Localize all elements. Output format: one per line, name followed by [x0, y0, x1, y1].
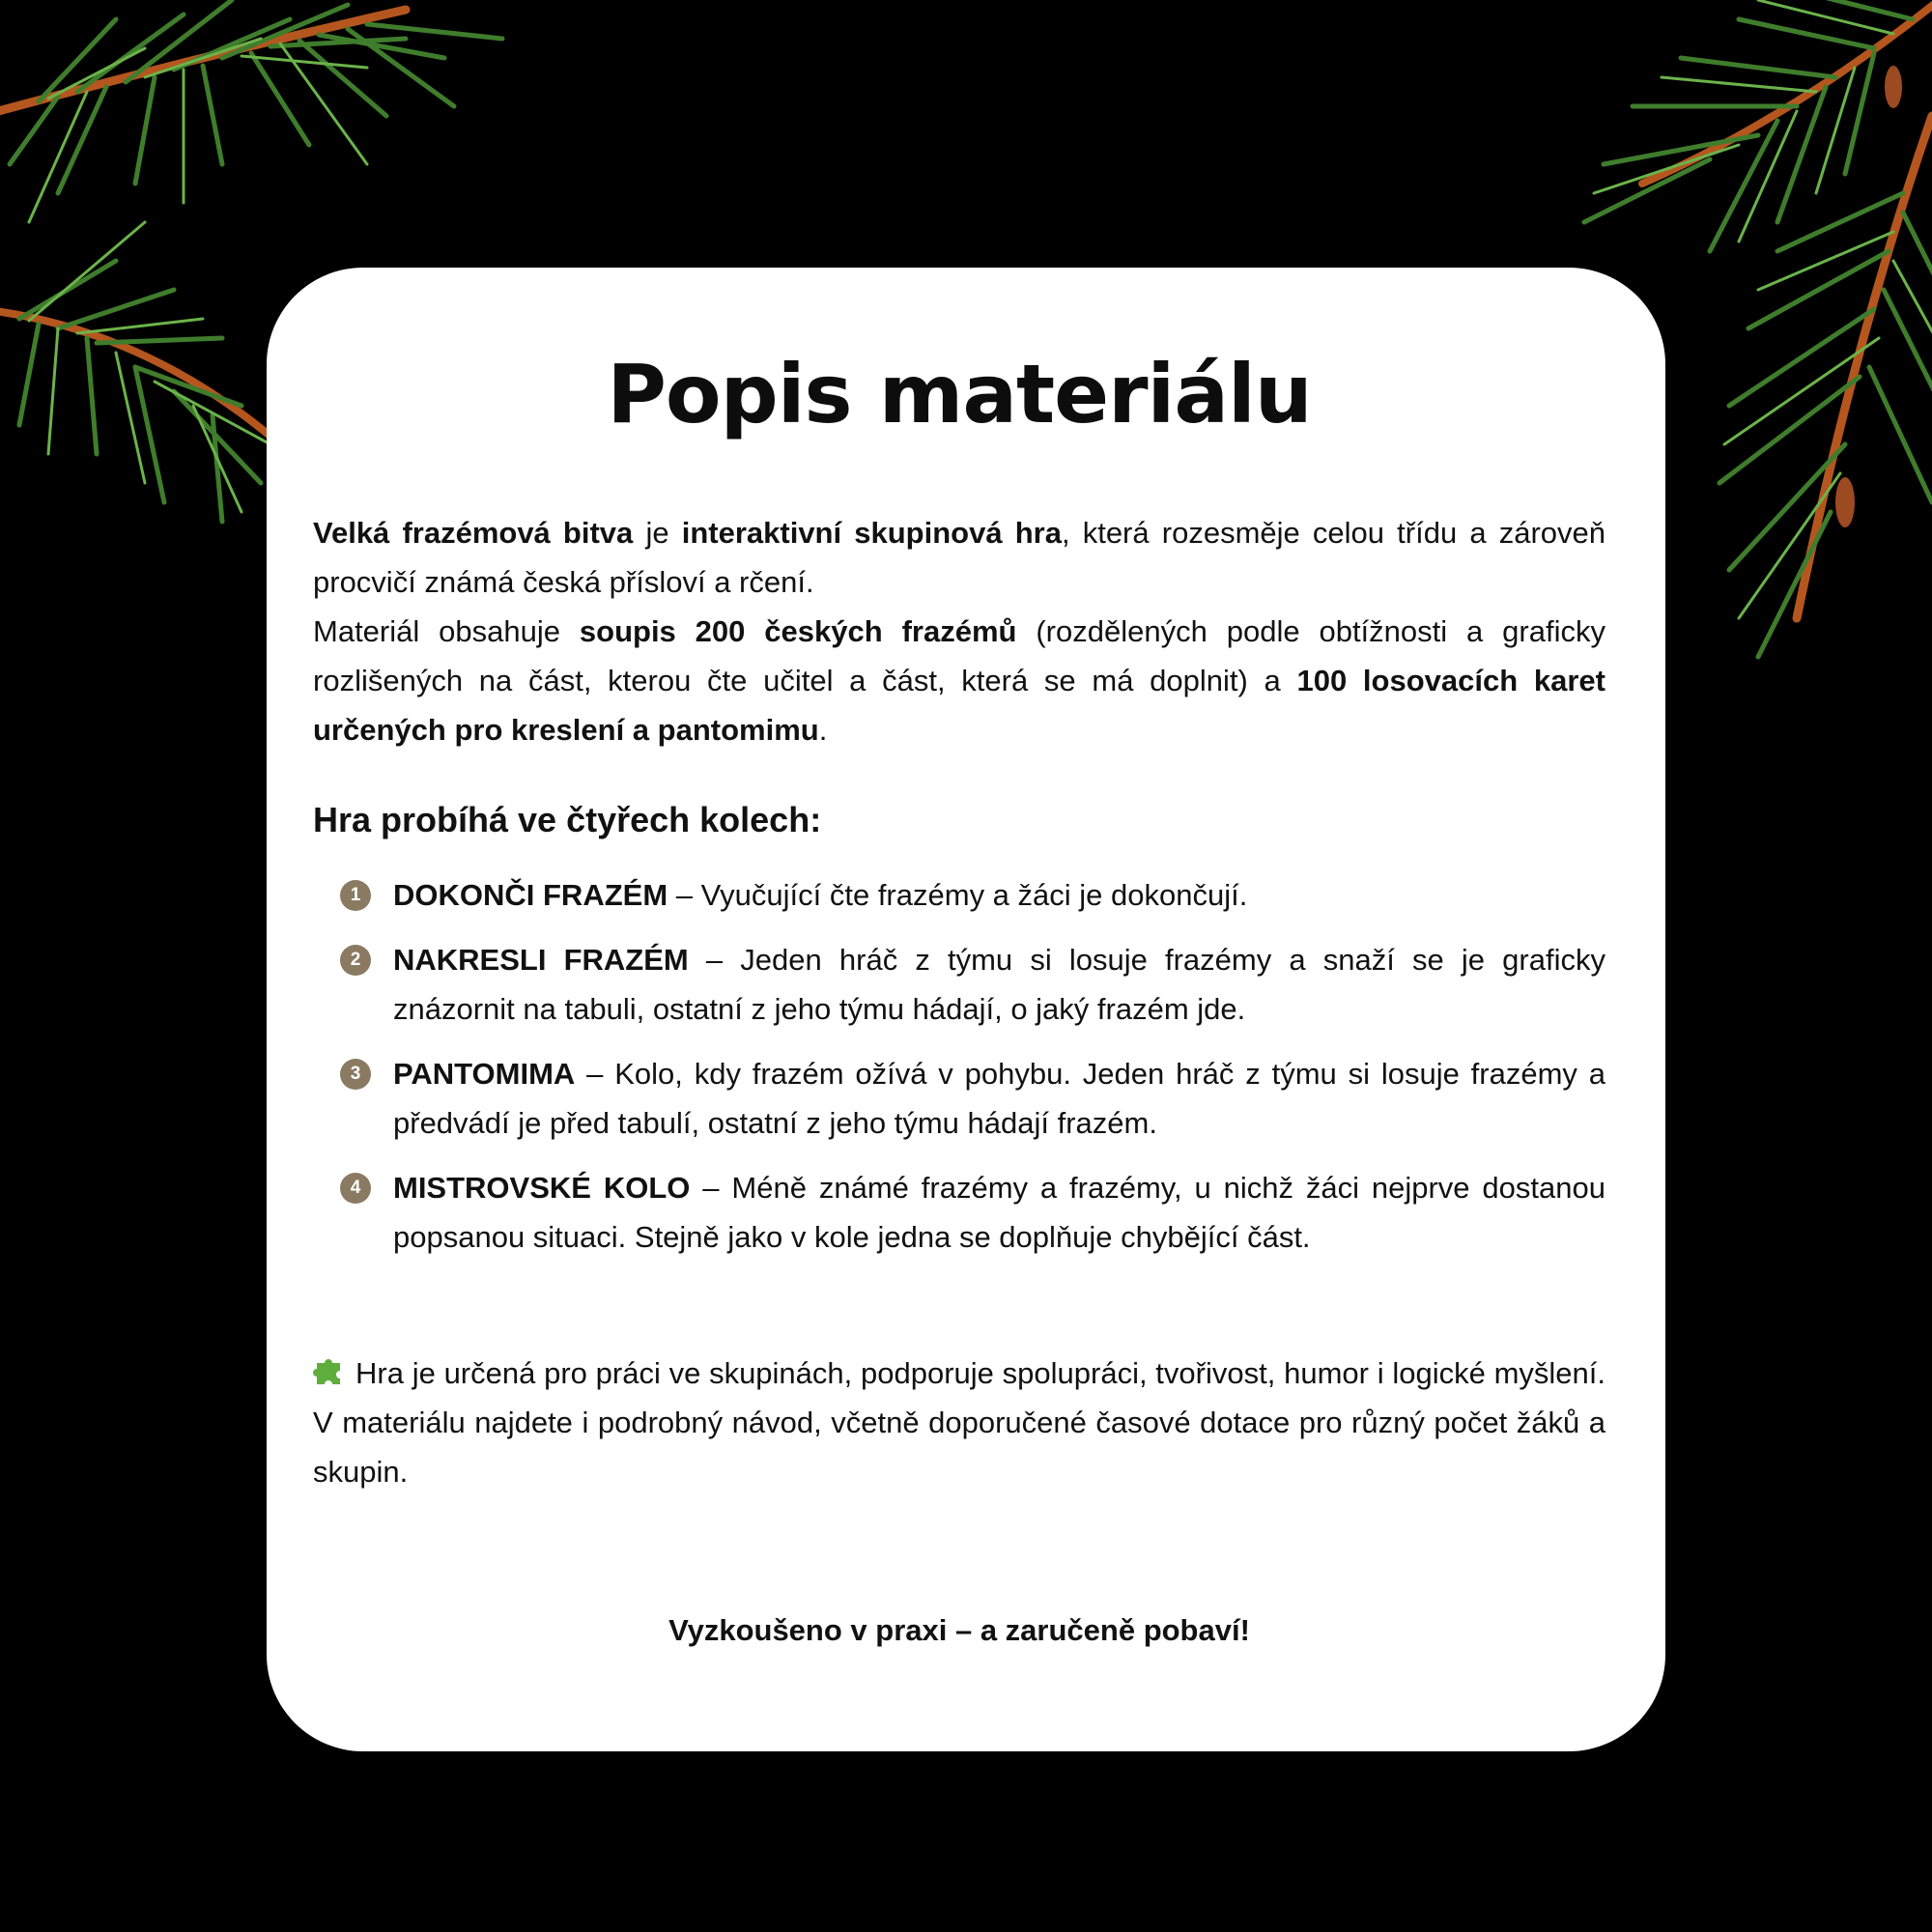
puzzle-icon	[313, 1354, 346, 1387]
rounds-list	[313, 870, 1605, 1262]
round-number-badge: 1	[340, 880, 371, 911]
contents-text: (rozdělených podle obtížnosti a graficky rozlišených na část, kterou čte učitel a část, která se má doplnit) a	[313, 614, 1605, 698]
round-name: DOKONČI FRAZÉM	[393, 877, 668, 912]
round-name: NAKRESLI FRAZÉM	[393, 942, 689, 977]
intro-text: , která rozesměje celou třídu a zároveň procvičí známá česká přísloví a rčení.	[313, 516, 1606, 600]
list-item	[313, 870, 1605, 920]
game-type: interaktivní skupinová hra	[681, 516, 1062, 551]
usage-note-text: Hra je určená pro práci ve skupinách, podporuje spolupráci, tvořivost, humor i logické myšlení. V materiálu najdete i podrobný návod, včetně doporučené časové dotace pro různý počet žáků a skupin.	[313, 1355, 1605, 1489]
round-number-badge: 2	[340, 945, 371, 976]
round-description: – Kolo, kdy frazém ožívá v pohybu. Jeden hráč z týmu si losuje frazémy a předvádí je před tabulí, ostatní z jeho týmu hádají frazém.	[393, 1056, 1605, 1140]
intro-section	[313, 508, 1605, 754]
round-name: PANTOMIMA	[393, 1056, 576, 1091]
round-description: – Méně známé frazémy a frazémy, u nichž žáci nejprve dostanou popsanou situaci. Stejně jako v kole jedna se doplňuje chybějící část.	[393, 1170, 1605, 1254]
contents-text: Materiál obsahuje	[313, 614, 580, 649]
cards-highlight: 100 losovacích karet určených pro kreslení a pantomimu	[313, 664, 1605, 748]
round-description: – Jeden hráč z týmu si losuje frazémy a snaží se je graficky znázornit na tabuli, ostatní z jeho týmu hádají, o jaký frazém jde.	[393, 942, 1605, 1026]
round-number-badge: 3	[340, 1059, 371, 1090]
usage-note	[313, 1349, 1605, 1496]
game-name: Velká frazémová bitva	[313, 516, 634, 551]
list-item	[313, 1049, 1605, 1148]
intro-text: je	[633, 516, 682, 551]
round-name: MISTROVSKÉ KOLO	[393, 1170, 691, 1205]
description-card	[267, 268, 1665, 1751]
contents-paragraph	[313, 607, 1605, 754]
page-title: Popis materiálu	[607, 347, 1312, 441]
intro-paragraph	[313, 508, 1605, 607]
list-item	[313, 935, 1605, 1034]
contents-text: .	[818, 713, 828, 748]
round-number-badge: 4	[340, 1173, 371, 1204]
list-item	[313, 1163, 1605, 1262]
round-description: – Vyučující čte frazémy a žáci je dokončují.	[668, 877, 1248, 912]
rounds-heading: Hra probíhá ve čtyřech kolech:	[313, 800, 822, 840]
closing-line: Vyzkoušeno v praxi – a zaručeně pobaví!	[668, 1612, 1250, 1647]
phrase-list-highlight: soupis 200 českých frazémů	[579, 614, 1017, 649]
